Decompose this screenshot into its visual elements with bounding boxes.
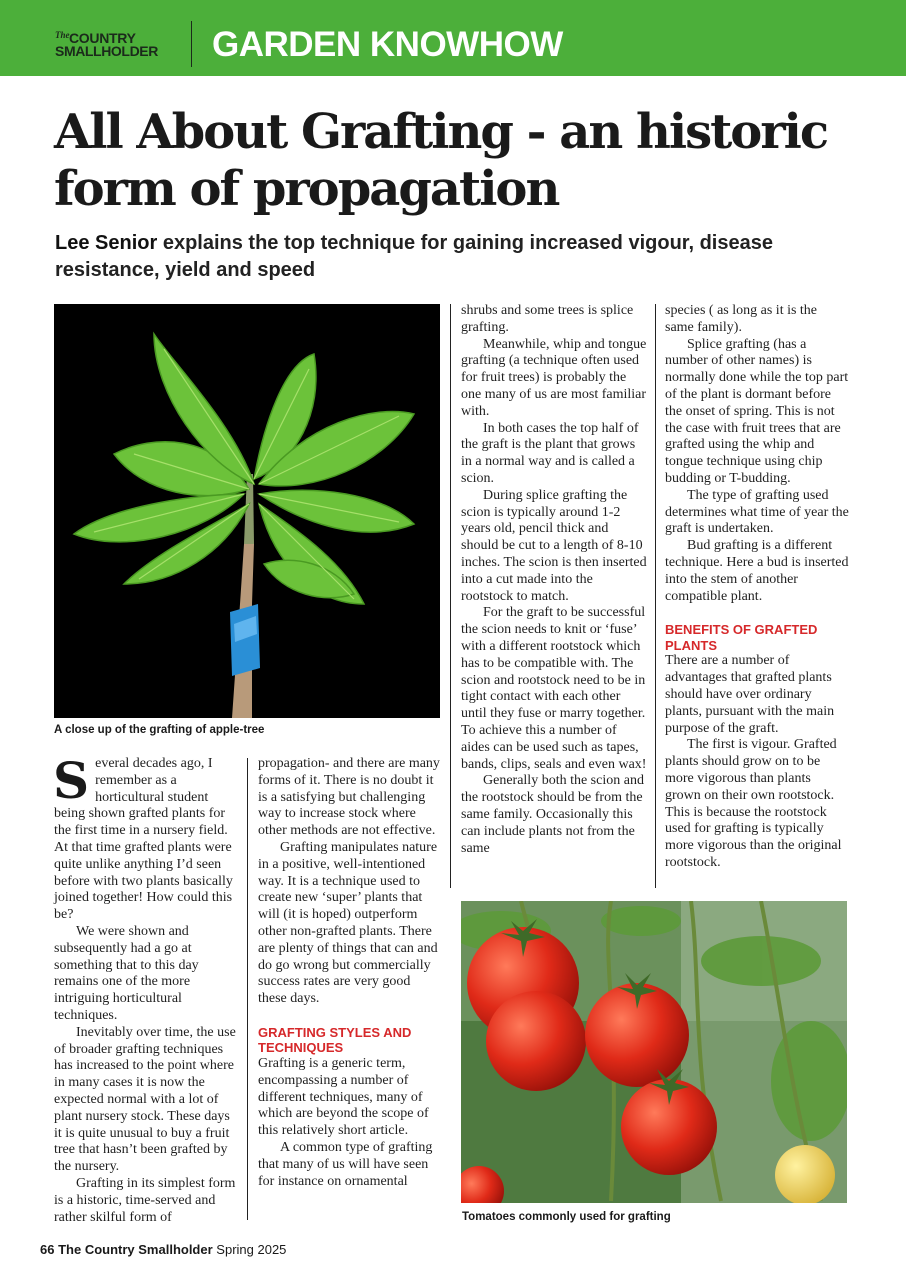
paragraph: During splice grafting the scion is typically around 1-2 years old, pencil thick and should be cut to a length of 8-10 inches. The scion is then inserted into a cut made into the rootstock to match. xyxy=(461,487,647,604)
article-column-2 xyxy=(258,756,441,1190)
article-column-1 xyxy=(53,751,240,1226)
article-headline xyxy=(54,104,874,218)
subheading-grafting-styles: GRAFTING STYLES AND TECHNIQUES xyxy=(258,1024,412,1056)
paragraph: propagation- and there are many forms of it. There is no doubt it is a satisfying but challenging way to increase stock where other methods are not effective. xyxy=(258,756,440,839)
apple-graft-illustration xyxy=(54,304,440,718)
tomato-photo-caption: Tomatoes commonly used for grafting xyxy=(462,1211,671,1223)
paragraph: Bud grafting is a different technique. Here a bud is inserted into the stem of another compatible plant. xyxy=(665,538,849,604)
paragraph: We were shown and subsequently had a go at something that to this day remains one of the more intriguing horticultural techniques. xyxy=(54,923,199,1023)
section-header-bar xyxy=(0,0,906,76)
apple-photo-caption: A close up of the grafting of apple-tree xyxy=(54,724,265,736)
logo-line-2: SMALLHOLDER xyxy=(55,43,158,59)
paragraph: species ( as long as it is the same family). xyxy=(665,303,818,335)
paragraph: Inevitably over time, the use of broader grafting techniques has increased to the point where in many cases it is now the expected normal with a lot of plant nursery stock. These days it is quite unusual to buy a fruit tree that hasn’t been grafted by the nursery. xyxy=(54,1024,236,1175)
paragraph: Meanwhile, whip and tongue grafting (a technique often used for fruit trees) is probably the one many of us are most familiar with. xyxy=(461,336,647,419)
paragraph: For the graft to be successful the scion needs to knit or ‘fuse’ with a different rootstock which has to be compatible with. The scion and rootstock need to be in tight contact with each other until they fuse or marry together. To achieve this a number of aides can be used such as tapes, bands, clips, seals and even wax! xyxy=(461,605,647,772)
paragraph: There are a number of advantages that grafted plants should have over ordinary plants, pursuant with the main purpose of the graft. xyxy=(665,653,835,736)
column-rule xyxy=(247,758,248,1220)
paragraph: Grafting in its simplest form is a historic, time-served and rather skilful form of xyxy=(54,1175,236,1225)
standfirst xyxy=(55,230,855,284)
column-rule xyxy=(655,304,656,888)
article-column-3 xyxy=(461,303,647,857)
header-divider xyxy=(191,21,192,67)
subheading-benefits: BENEFITS OF GRAFTED PLANTS xyxy=(665,622,818,653)
headline-line-2: form of propagation xyxy=(54,161,559,217)
paragraph: The first is vigour. Grafted plants should grow on to be more vigorous than plants grown on their own rootstock. This is because the rootstock used for grafting is typically more vigorous than the original rootstock. xyxy=(665,737,842,870)
page-footer xyxy=(40,1242,286,1258)
apple-graft-photo xyxy=(54,304,440,718)
paragraph: The type of grafting used determines what time of year the graft is undertaken. xyxy=(665,487,849,537)
author-name: Lee Senior xyxy=(55,232,158,254)
paragraph: Grafting is a generic term, encompassing a number of different techniques, many of which are beyond the scope of this relatively short article. xyxy=(258,1055,429,1139)
tomato-illustration xyxy=(461,901,847,1203)
column-rule xyxy=(450,304,451,888)
section-title: GARDEN KNOWHOW xyxy=(212,25,563,64)
tomato-photo xyxy=(461,901,847,1203)
paragraph: In both cases the top half of the graft is the plant that grows in a normal way and is called a scion. xyxy=(461,420,639,486)
logo-the: The xyxy=(55,30,70,40)
issue-date: Spring 2025 xyxy=(216,1242,287,1257)
standfirst-text: explains the top technique for gaining increased vigour, disease resistance, yield and speed xyxy=(55,232,773,281)
paragraph: A common type of grafting that many of us will have seen for instance on ornamental xyxy=(258,1139,433,1189)
magazine-name: The Country Smallholder xyxy=(58,1242,213,1257)
paragraph: Grafting manipulates nature in a positive, well-intentioned way. It is a technique used to create new ‘super’ plants that will (it is hoped) outperform other non-grafted plants. There are plenty of things that can and do go wrong but commercially success rates are very good these days. xyxy=(258,839,438,1007)
drop-cap: S xyxy=(53,751,90,810)
paragraph: shrubs and some trees is splice grafting. xyxy=(461,303,634,335)
headline-line-1: All About Grafting - an historic xyxy=(54,104,828,160)
article-column-4 xyxy=(665,303,849,872)
page-number: 66 xyxy=(40,1242,55,1257)
paragraph: Splice grafting (has a number of other names) is normally done while the top part of the plant is dormant before the onset of spring. This is not the case with fruit trees that are grafted using the whip and tongue technique using chip budding or T-budding. xyxy=(665,336,849,486)
paragraph: Several decades ago, I remember as a horticultural student being shown grafted plants for the first time in a nursery field. At that time grafted plants were quite unlike anything I’d seen before with two plants basically joined together! How could this be? xyxy=(53,751,233,923)
paragraph: Generally both the scion and the rootstock should be from the same family. Occasionally this can include plants not from the same xyxy=(461,773,644,856)
logo-line-1: COUNTRY xyxy=(69,30,136,46)
